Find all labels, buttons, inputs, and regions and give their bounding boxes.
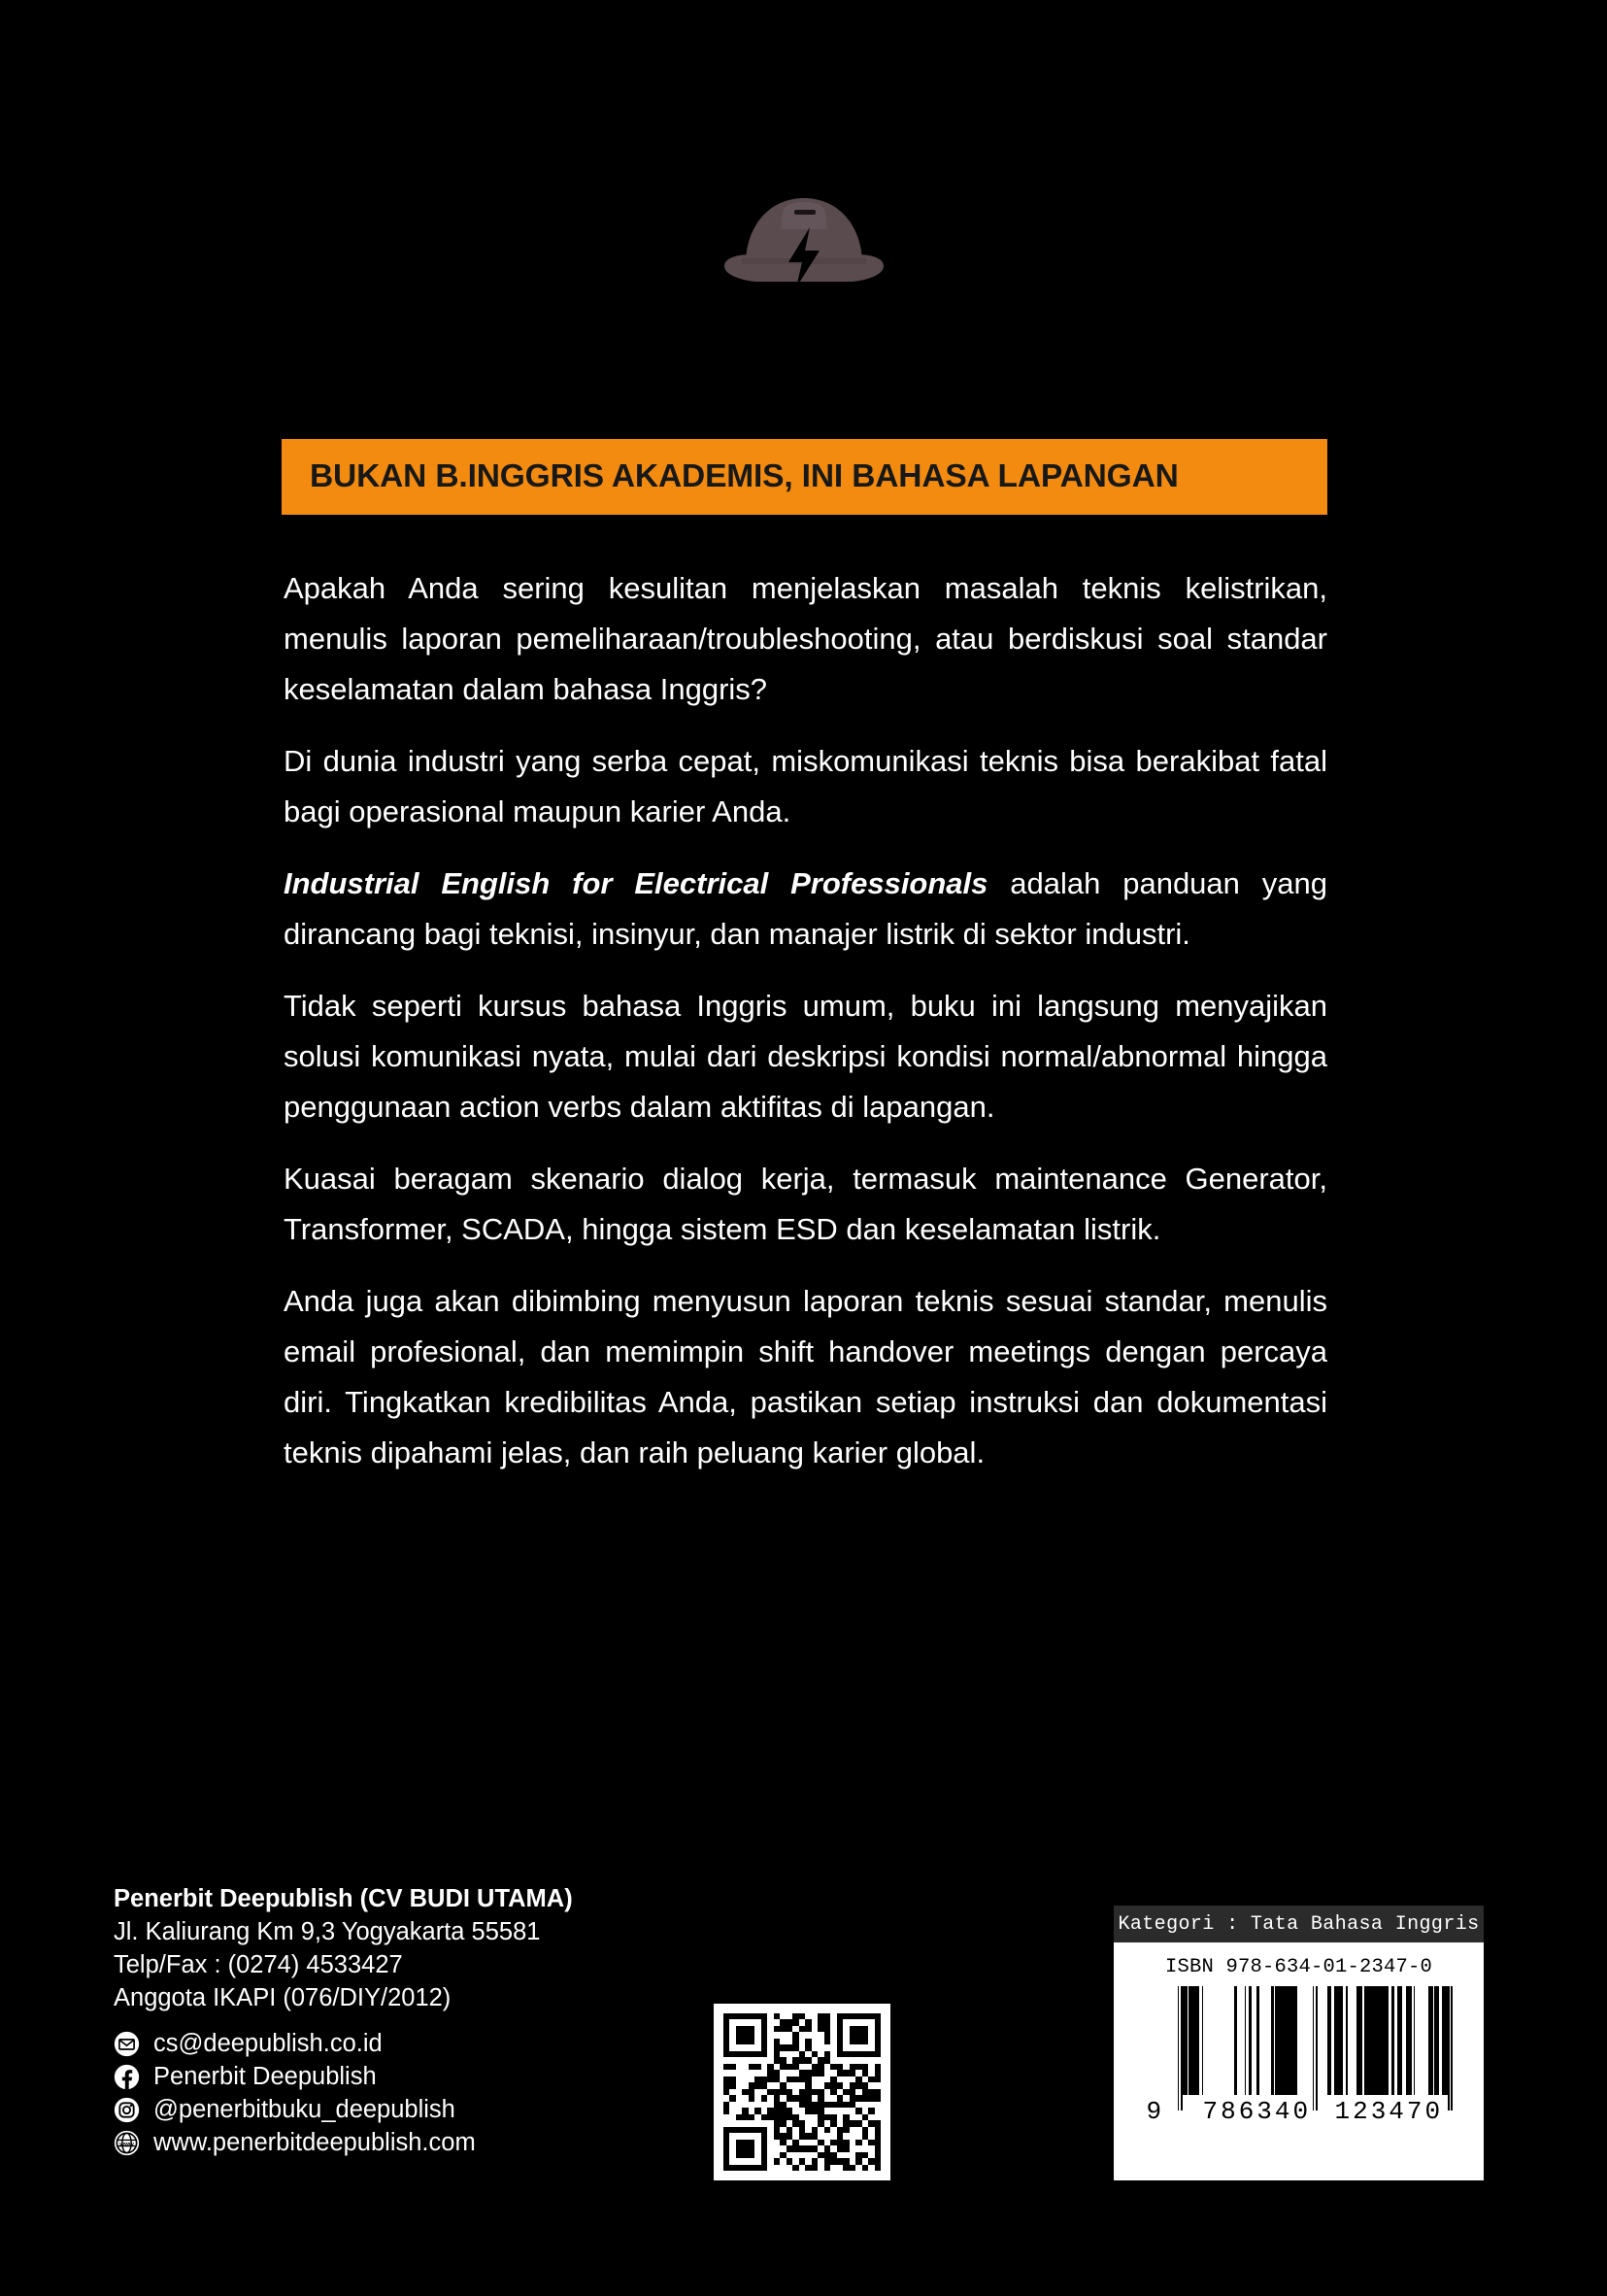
- blurb-body: [284, 563, 1327, 1478]
- publisher-contact-list: [114, 2027, 716, 2159]
- contact-facebook-text: Penerbit Deepublish: [153, 2063, 377, 2090]
- publisher-name: Penerbit Deepublish (CV BUDI UTAMA): [114, 1885, 573, 1912]
- blurb-paragraph: Tidak seperti kursus bahasa Inggris umum, buku ini langsung menyajikan solusi komunikasi nyata, mulai dari deskripsi kondisi normal/abnormal hingga penggunaan action verbs dalam aktifitas di lapangan.: [284, 989, 1327, 1124]
- publisher-info: [114, 1882, 716, 2159]
- publisher-address: Jl. Kaliurang Km 9,3 Yogyakarta 55581: [114, 1918, 541, 1945]
- qr-code-matrix: [723, 2013, 881, 2171]
- ean-digits-left-group: 786340: [1202, 2097, 1312, 2126]
- contact-row-website[interactable]: [114, 2126, 716, 2159]
- contact-row-instagram[interactable]: [114, 2093, 716, 2126]
- contact-row-email[interactable]: [114, 2027, 716, 2060]
- blurb-paragraph: Kuasai beragam skenario dialog kerja, termasuk maintenance Generator, Transformer, SCADA, hingga sistem ESD dan keselamatan listrik.: [284, 1162, 1327, 1246]
- book-title-sentence-rest: adalah panduan yang dirancang bagi teknisi, insinyur, dan manajer listrik di sektor industri.: [284, 866, 1327, 951]
- ean13-digits: [1145, 2095, 1454, 2132]
- book-title: Industrial English for Electrical Professionals: [284, 866, 988, 900]
- ean-digits-right-group: 123470: [1334, 2097, 1444, 2126]
- headline-banner: [282, 439, 1327, 515]
- ean13-barcode: [1145, 1986, 1454, 2132]
- publisher-ikapi: Anggota IKAPI (076/DIY/2012): [114, 1984, 452, 2011]
- headline-text: BUKAN B.INGGRIS AKADEMIS, INI BAHASA LAPANGAN: [310, 458, 1179, 494]
- blurb-paragraph: Di dunia industri yang serba cepat, miskomunikasi teknis bisa berakibat fatal bagi operasional maupun karier Anda.: [284, 744, 1327, 828]
- qr-code[interactable]: [714, 2004, 890, 2180]
- isbn-number: ISBN 978-634-01-2347-0: [1164, 1956, 1433, 1978]
- website-icon: [114, 2130, 140, 2156]
- email-icon: [114, 2031, 140, 2057]
- contact-row-facebook[interactable]: [114, 2060, 716, 2093]
- barcode-bars: [1178, 1986, 1454, 2095]
- publisher-phone: Telp/Fax : (0274) 4533427: [114, 1951, 403, 1978]
- blurb-paragraph: Anda juga akan dibimbing menyusun laporan teknis sesuai standar, menulis email profesional, dan memimpin shift handover meetings dengan percaya diri. Tingkatkan kredibilitas Anda, pastikan setiap instruksi dan dokumentasi teknis dipahami jelas, dan raih peluang karier global.: [284, 1284, 1327, 1469]
- logo-area: [0, 190, 1607, 297]
- instagram-icon: [114, 2097, 140, 2123]
- isbn-barcode-block: [1114, 1906, 1484, 2180]
- category-bar: Kategori : Tata Bahasa Inggris: [1114, 1906, 1484, 1942]
- safety-helmet-with-lightning-bolt-icon: [707, 190, 901, 297]
- blurb-paragraph: Apakah Anda sering kesulitan menjelaskan masalah teknis kelistrikan, menulis laporan pemeliharaan/troubleshooting, atau berdiskusi soal standar keselamatan dalam bahasa Inggris?: [284, 571, 1327, 706]
- facebook-icon: [114, 2064, 140, 2090]
- barcode-body: [1114, 1942, 1484, 2180]
- ean-digit-system: 9: [1146, 2097, 1162, 2126]
- contact-instagram-text: @penerbitbuku_deepublish: [153, 2096, 455, 2123]
- contact-email-text: cs@deepublish.co.id: [153, 2030, 383, 2057]
- blurb-paragraph-with-title: [284, 859, 1327, 960]
- svg-text:www: www: [119, 2140, 134, 2147]
- contact-website-text: www.penerbitdeepublish.com: [153, 2129, 476, 2156]
